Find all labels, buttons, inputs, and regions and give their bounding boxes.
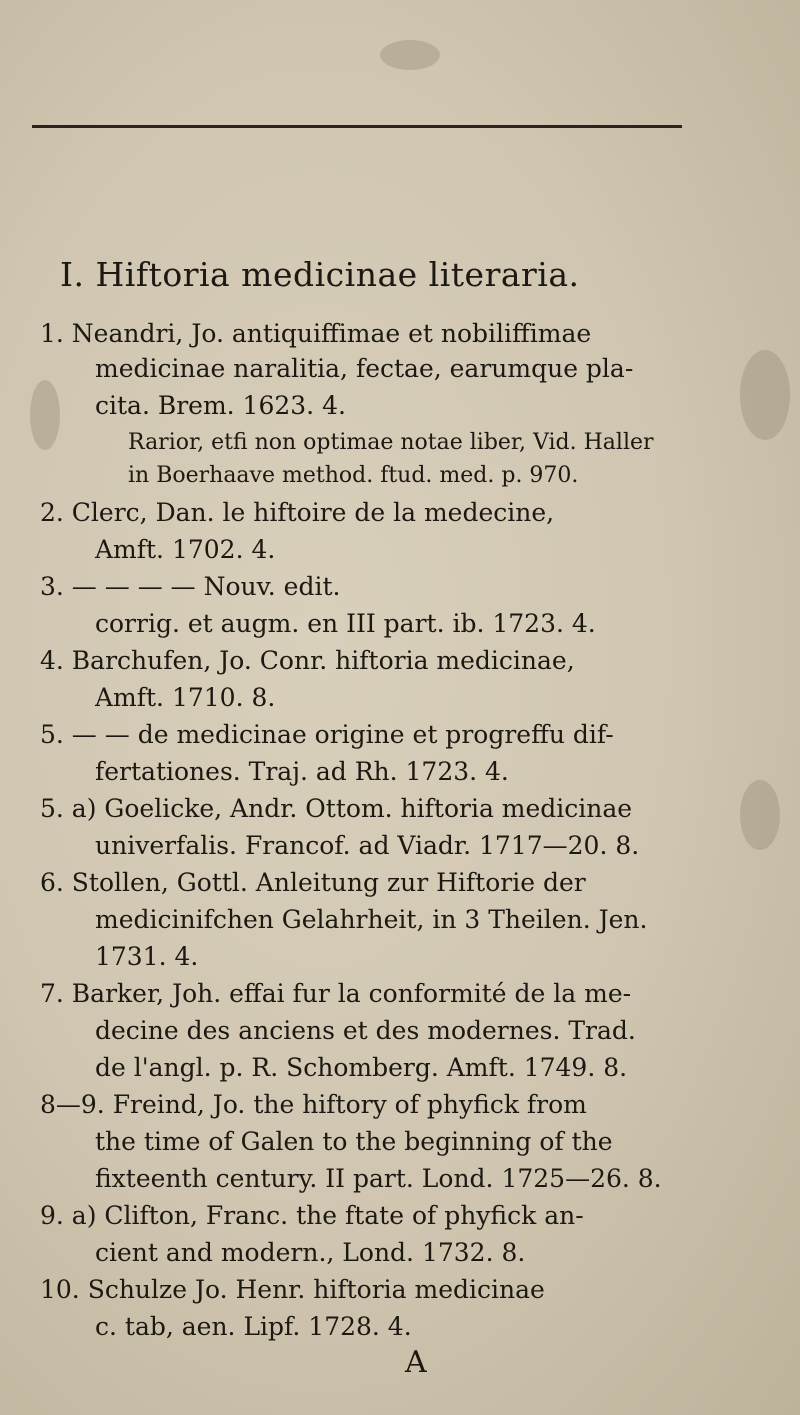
entry-line: Amft. 1702. 4. — [95, 535, 276, 564]
entry-line: 7. Barker, Joh. effai fur la conformité de la me- — [40, 979, 632, 1008]
entry-line: 5. — — de medicinae origine et progreffu dif- — [40, 720, 614, 749]
entry-line: fertationes. Traj. ad Rh. 1723. 4. — [95, 757, 509, 786]
entry-line: decine des anciens et des modernes. Trad. — [95, 1016, 636, 1045]
stain — [740, 780, 780, 850]
entry-line: cient and modern., Lond. 1732. 8. — [95, 1238, 526, 1267]
entry-note-line: in Boerhaave method. ftud. med. p. 970. — [128, 463, 579, 488]
entry-line: 10. Schulze Jo. Henr. hiftoria medicinae — [40, 1275, 545, 1304]
entry-line: medicinae naralitia, fectae, earumque pla- — [95, 354, 634, 383]
stain — [740, 350, 790, 440]
header-rule — [32, 125, 682, 128]
entry-line: de l'angl. p. R. Schomberg. Amft. 1749. 8. — [95, 1053, 628, 1082]
entry-line: 1. Neandri, Jo. antiquiffimae et nobiliffimae — [40, 319, 592, 348]
entry-line: c. tab, aen. Lipf. 1728. 4. — [95, 1312, 412, 1341]
entry-note-line: Rarior, etfi non optimae notae liber, Vid. Haller — [128, 430, 654, 455]
entry-line: 9. a) Clifton, Franc. the ftate of phyfick an- — [40, 1201, 584, 1230]
stain — [380, 40, 440, 70]
entry-line: 6. Stollen, Gottl. Anleitung zur Hiftorie der — [40, 868, 586, 897]
entry-line: univerfalis. Francof. ad Viadr. 1717—20. 8. — [95, 831, 640, 860]
entry-line: corrig. et augm. en III part. ib. 1723. 4. — [95, 609, 596, 638]
entry-line: the time of Galen to the beginning of the — [95, 1127, 613, 1156]
section-heading: I. Hiftoria medicinae literaria. — [60, 255, 580, 294]
entry-line: Amft. 1710. 8. — [95, 683, 276, 712]
stain — [30, 380, 60, 450]
entry-line: cita. Brem. 1623. 4. — [95, 391, 346, 420]
entry-line: 2. Clerc, Dan. le hiftoire de la medecine, — [40, 498, 555, 527]
catchword: A — [405, 1345, 427, 1380]
entry-line: 3. — — — — Nouv. edit. — [40, 572, 341, 601]
entry-line: 5. a) Goelicke, Andr. Ottom. hiftoria medicinae — [40, 794, 633, 823]
entry-line: 1731. 4. — [95, 942, 199, 971]
entry-line: medicinifchen Gelahrheit, in 3 Theilen. Jen. — [95, 905, 648, 934]
entry-line: 4. Barchufen, Jo. Conr. hiftoria medicinae, — [40, 646, 575, 675]
entry-line: fixteenth century. II part. Lond. 1725—26. 8. — [95, 1164, 662, 1193]
entry-line: 8—9. Freind, Jo. the hiftory of phyfick from — [40, 1090, 587, 1119]
